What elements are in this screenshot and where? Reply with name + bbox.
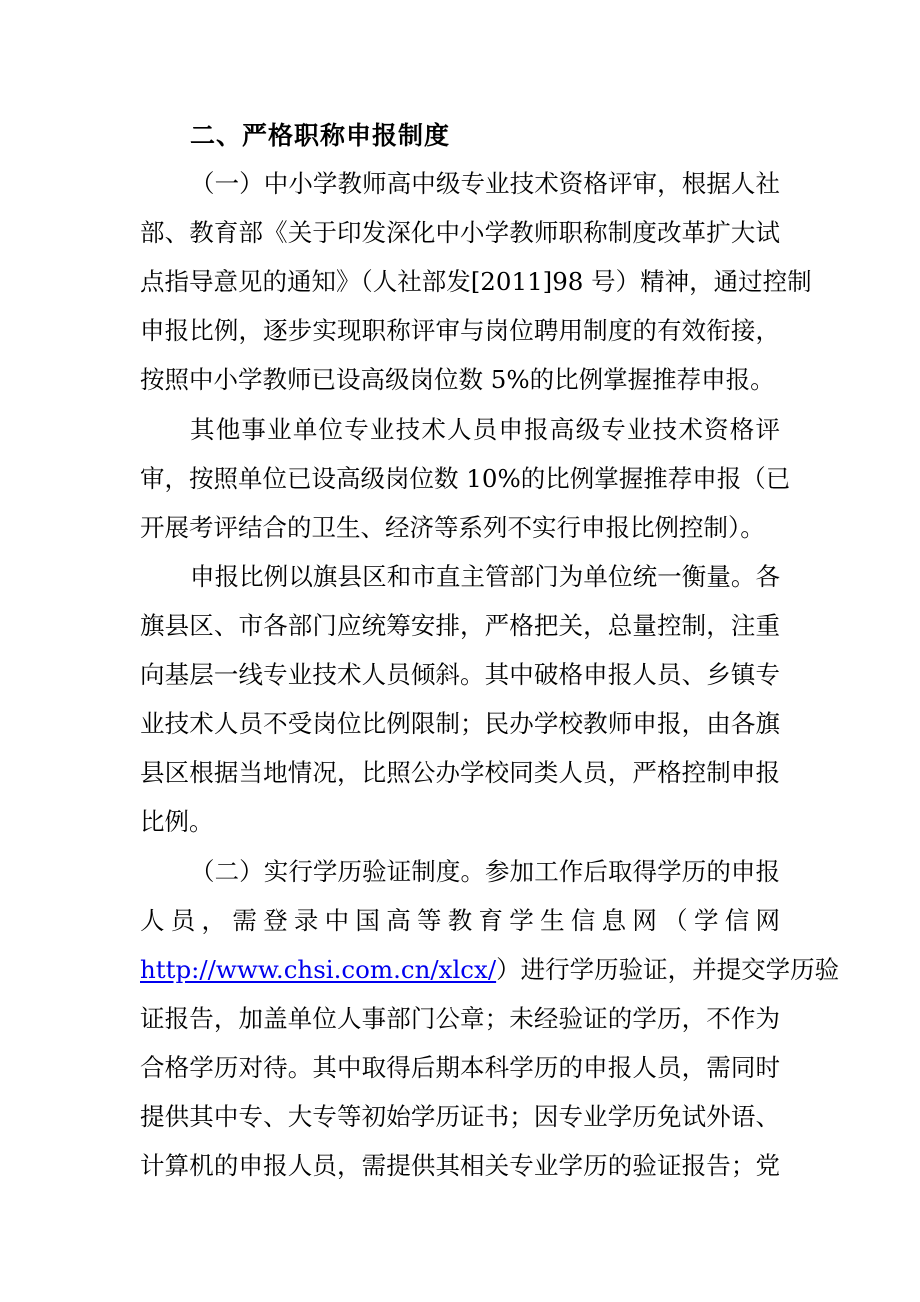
paragraph-line: 旗县区、市各部门应统筹安排，严格把关，总量控制，注重 [140,611,780,640]
paragraph-line: （二）实行学历验证制度。参加工作后取得学历的申报 [190,857,780,886]
paragraph-line: 向基层一线专业技术人员倾斜。其中破格申报人员、乡镇专 [140,660,780,689]
paragraph-line: 按照中小学教师已设高级岗位数 5%的比例掌握推荐申报。 [140,365,775,394]
paragraph-line: 人员，需登录中国高等教育学生信息网（学信网 [140,906,780,935]
paragraph-line: 部、教育部《关于印发深化中小学教师职称制度改革扩大试 [140,218,780,247]
paragraph-line: 证报告，加盖单位人事部门公章；未经验证的学历，不作为 [140,1004,780,1033]
paragraph-line: 申报比例，逐步实现职称评审与岗位聘用制度的有效衔接， [140,316,780,345]
paragraph-line: 计算机的申报人员，需提供其相关专业学历的验证报告；党 [140,1151,780,1180]
paragraph-line: 县区根据当地情况，比照公办学校同类人员，严格控制申报 [140,758,780,787]
paragraph-line: 提供其中专、大专等初始学历证书；因专业学历免试外语、 [140,1102,780,1131]
paragraph-line: 开展考评结合的卫生、经济等系列不实行申报比例控制）。 [140,513,765,542]
paragraph-line: 申报比例以旗县区和市直主管部门为单位统一衡量。各 [190,562,780,591]
paragraph-line: 点指导意见的通知》（人社部发[2011]98 号）精神，通过控制 [140,267,812,296]
paragraph-line-with-link [140,946,840,994]
paragraph-line: （一）中小学教师高中级专业技术资格评审，根据人社 [190,169,780,198]
section-heading: 二、严格职称申报制度 [190,121,451,150]
paragraph-line: 业技术人员不受岗位比例限制；民办学校教师申报，由各旗 [140,709,780,738]
paragraph-line: 合格学历对待。其中取得后期本科学历的申报人员，需同时 [140,1053,780,1082]
paragraph-line: 比例。 [140,807,214,836]
paragraph-line: 审，按照单位已设高级岗位数 10%的比例掌握推荐申报（已 [140,464,791,493]
link-line-rest: ）进行学历验证，并提交学历验 [496,955,840,984]
paragraph-line: 其他事业单位专业技术人员申报高级专业技术资格评 [190,415,780,444]
chsi-link[interactable]: http://www.chsi.com.cn/xlcx/ [140,955,497,984]
